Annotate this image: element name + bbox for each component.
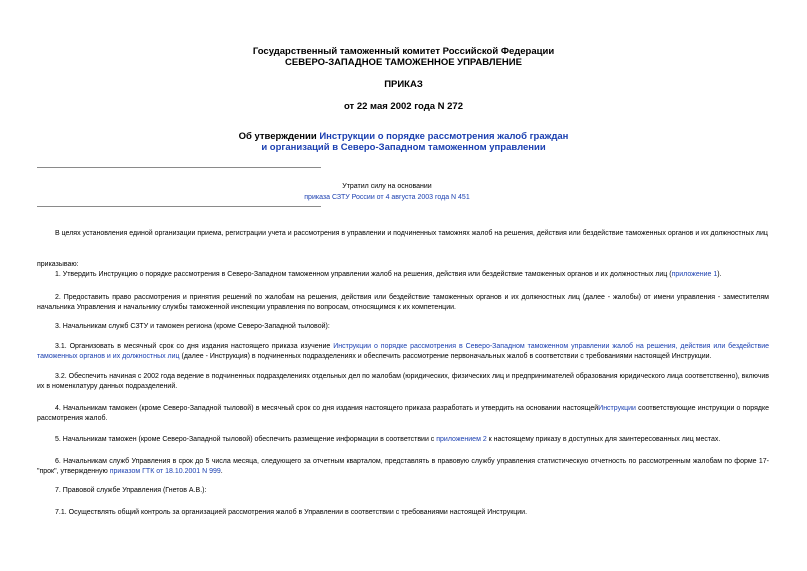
doc-title-line2 [0, 142, 807, 153]
p4-a: 4. Начальникам таможен (кроме Северо-Западной тыловой) в месячный срок со дня издания настоящего приказа разработать и утвердить на основании настоящей [55, 405, 599, 412]
lost-force-basis-link[interactable]: приказа СЗТУ России от 4 августа 2003 года N 451 [304, 194, 470, 201]
header-department: СЕВЕРО-ЗАПАДНОЕ ТАМОЖЕННОЕ УПРАВЛЕНИЕ [285, 57, 522, 68]
divider-bottom [37, 206, 321, 207]
appendix-2-link[interactable]: приложением 2 [436, 436, 487, 443]
paragraph-5 [37, 435, 769, 445]
p5-a: 5. Начальникам таможен (кроме Северо-Западной тыловой) обеспечить размещение информации в соответствии с [55, 436, 437, 443]
paragraph-4 [37, 404, 769, 423]
instruction-link-cont[interactable]: и организаций в Северо-Западном таможенном управлении [261, 142, 546, 153]
paragraph-2: 2. Предоставить право рассмотрения и принятия решений по жалобам на решения, действия или бездействие таможенных органов и их должностных лиц (далее - жалобы) от имени управления - заместителям начальника Управления и начальнику службы таможенной инспекции управления по вопросам, относящимся к их компетенции. [37, 294, 769, 311]
p31-b: (далее - Инструкция) в подчиненных подразделениях и обеспечить рассмотрение первоначальных жалоб в соответствии с требованиями настоящей Инструкции. [179, 352, 712, 360]
paragraph-7-1: 7.1. Осуществлять общий контроль за организацией рассмотрения жалоб в Управлении в соответствии с требованиями настоящей Инструкции. [55, 509, 528, 516]
paragraph-1 [37, 270, 769, 280]
paragraph-6 [37, 457, 769, 476]
paragraph-3-2: 3.2. Обеспечить начиная с 2002 года ведение в подчиненных подразделениях отдельных дел по жалобам (юридических, физических лиц и предпринимателей образования юридического лица соответственно), включив их в номенклатуру данных подразделений. [37, 373, 769, 390]
doc-type: ПРИКАЗ [384, 79, 423, 90]
p6-b: . [220, 467, 223, 475]
doc-title-prefix: Об утверждении [238, 131, 320, 142]
p4-b: соответствующие инструкции о порядке рассмотрения жалоб. [37, 405, 769, 422]
gtk-order-link[interactable]: приказом ГТК от 18.10.2001 N 999 [109, 467, 221, 475]
doc-title-line1 [0, 131, 807, 142]
order-word: приказываю: [37, 261, 79, 268]
p1-text: 1. Утвердить Инструкцию о порядке рассмотрения в Северо-Западном таможенном управлении жалоб на решения, действия или бездействие таможенных органов и их должностных лиц ( [55, 271, 672, 278]
intro-paragraph: В целях установления единой организации приема, регистрации учета и рассмотрения в управлении и подчиненных таможнях жалоб на решения, действия или бездействие таможенных органов и их должностных лиц [55, 230, 768, 237]
instruction-link[interactable]: Инструкции о порядке рассмотрения жалоб граждан [319, 131, 569, 142]
p1-end: ). [717, 271, 722, 278]
instruction-ref-link[interactable]: Инструкции [598, 405, 636, 412]
doc-date-number: от 22 мая 2002 года N 272 [343, 101, 464, 112]
paragraph-7: 7. Правовой службе Управления (Гнетов А.В.): [55, 487, 207, 494]
paragraph-3-1 [37, 342, 769, 361]
p6-a: 6. Начальникам служб Управления в срок до 5 числа месяца, следующего за отчетным кварталом, представлять в правовую службу управления статистическую отчетность по рассмотренным жалобам по форме 17-"прок", утвержденную [37, 458, 769, 475]
header-committee: Государственный таможенный комитет Российской Федерации [252, 46, 555, 57]
lost-force-text: Утратил силу на основании [342, 183, 432, 190]
appendix-1-link[interactable]: приложение 1 [671, 271, 718, 278]
p31-a: 3.1. Организовать в месячный срок со дня издания настоящего приказа изучение [55, 343, 334, 350]
paragraph-3: 3. Начальникам служб СЗТУ и таможен региона (кроме Северо-Западной тыловой): [55, 323, 330, 330]
instruction-inline-link[interactable]: Инструкции о порядке рассмотрения в Северо-Западном таможенном управлении жалоб на решения, действия или бездействие таможенных органов и их должностных лиц [37, 343, 769, 360]
p5-b: к настоящему приказу в доступных для заинтересованных лиц местах. [486, 436, 721, 443]
divider-top [37, 167, 321, 168]
